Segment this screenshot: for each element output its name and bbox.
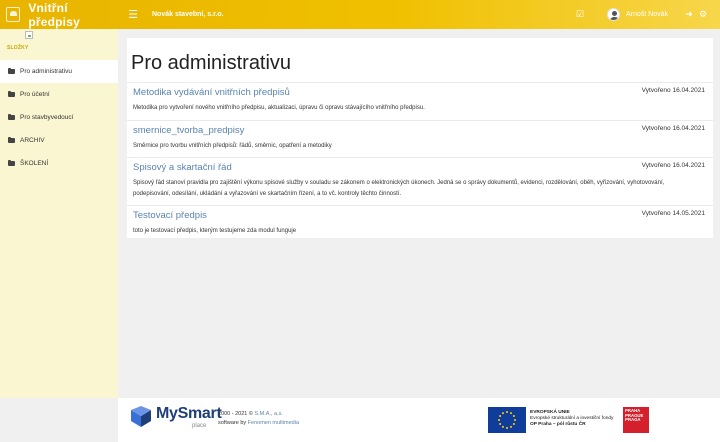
- sidebar-item-label: ŠKOLENÍ: [20, 160, 49, 167]
- software-company-link[interactable]: Fenomen multimedia: [247, 420, 300, 426]
- eu-flag-icon: [488, 407, 526, 433]
- footer: [118, 398, 720, 442]
- folder-icon: [8, 92, 15, 97]
- document-item: [127, 82, 713, 120]
- eu-line-3: OP Praha – pól růstu ČR: [530, 422, 586, 427]
- sidebar-item-label: ARCHIV: [20, 137, 45, 144]
- page-title: Pro administrativu: [131, 52, 292, 74]
- document-item: [127, 205, 713, 243]
- eu-line-2: Evropské strukturální a investiční fondy: [530, 416, 614, 421]
- document-title-link[interactable]: Metodika vydávání vnitřních předpisů: [133, 87, 290, 98]
- user-name[interactable]: Arnošt Novák: [625, 11, 668, 18]
- sidebar-item-label: Pro stavbyvedoucí: [20, 114, 74, 121]
- document-title-link[interactable]: Testovací předpis: [133, 210, 207, 221]
- broken-image-icon: [25, 31, 33, 39]
- mysmart-brand: MySmart: [156, 405, 222, 422]
- document-description: Směrnice pro tvorbu vnitřních předpisů: řádů, směrnic, opatření a metodiky: [133, 142, 332, 149]
- document-title-link[interactable]: smernice_tvorba_predpisy: [133, 124, 245, 136]
- logout-icon[interactable]: ➜: [685, 9, 693, 19]
- document-description: toto je testovací předpis, kterým testujeme zda modul funguje: [133, 228, 297, 234]
- sidebar-item-pro-ucetni[interactable]: [0, 83, 118, 106]
- eu-line-1: EVROPSKÁ UNIE: [530, 410, 570, 415]
- content-card: [127, 38, 713, 238]
- copyright-company-link[interactable]: S.M.A., a.s.: [254, 411, 283, 417]
- company-name: Novák stavební, s.r.o.: [152, 11, 224, 18]
- app-title: Vnitřní předpisy: [28, 0, 80, 29]
- document-created-date: Vytvořeno 16.04.2021: [641, 124, 705, 132]
- folder-icon: [8, 138, 15, 143]
- document-created-date: Vytvořeno 16.04.2021: [641, 87, 705, 94]
- top-right-controls: [573, 0, 720, 29]
- document-item: [127, 157, 713, 205]
- sidebar-item-label: Pro účetní: [20, 91, 50, 98]
- folder-icon: [8, 69, 15, 74]
- checkbox-icon[interactable]: ☑: [575, 9, 584, 19]
- document-title-link[interactable]: Spisový a skartační řád: [133, 162, 232, 173]
- document-description: Metodika pro vytvoření nového vnitřního předpisu, aktualizaci, úpravu či opravu stávajícího vnitřního předpisu.: [133, 105, 425, 111]
- settings-gear-icon[interactable]: ⚙: [698, 9, 708, 19]
- sidebar-nav: [0, 60, 118, 175]
- document-created-date: Vytvořeno 16.04.2021: [641, 162, 705, 169]
- sidebar-item-pro-stavbyvedouci[interactable]: [0, 106, 118, 129]
- sidebar-item-archiv[interactable]: [0, 129, 118, 152]
- software-prefix: software by: [218, 420, 247, 426]
- document-item: [127, 120, 713, 158]
- app-logo[interactable]: [0, 0, 118, 29]
- copyright-prefix: 2000 - 2021 ©: [218, 411, 253, 417]
- sidebar-item-pro-administrativu[interactable]: [0, 60, 118, 83]
- sidebar-item-skoleni[interactable]: [0, 152, 118, 175]
- menu-toggle-icon[interactable]: ☰: [128, 9, 138, 21]
- footer-copyright: [218, 410, 299, 428]
- folder-icon: [8, 115, 15, 120]
- mysmart-brand-sub: place: [192, 423, 207, 429]
- app-logo-icon: [6, 7, 20, 22]
- praha-logo: PRAHA PRAGUE PRAGA: [623, 407, 649, 433]
- eu-funding-text: [530, 410, 613, 428]
- document-description: Spisový řád stanoví pravidla pro zajištění výkonu spisové služby v souladu se zákonem o elektronických úkonech. Jedná se o správy dokumentů, evidenci, rozdělování, oběh, vyřizování, vyhotovování, podepisování, odesílání, ukládání a vyřazování ve skartačním řízení, a to vč. kontroly těchto činností.: [133, 180, 665, 197]
- sidebar: [0, 29, 118, 398]
- user-avatar[interactable]: [607, 8, 620, 21]
- document-list: [127, 82, 713, 243]
- sidebar-section-label: SLOŽKY: [7, 45, 29, 51]
- document-created-date: Vytvořeno 14.05.2021: [641, 210, 705, 217]
- sidebar-item-label: Pro administrativu: [20, 68, 73, 75]
- top-bar: [0, 0, 720, 29]
- mysmart-logo-icon: [130, 406, 152, 428]
- folder-icon: [8, 161, 15, 166]
